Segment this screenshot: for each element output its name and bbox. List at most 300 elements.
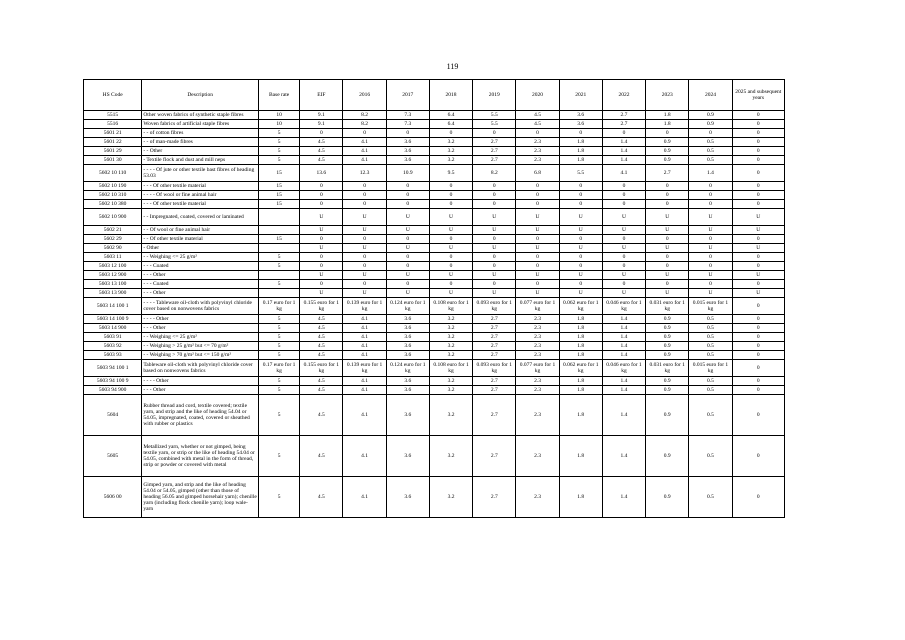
- rate-cell: 4.5: [516, 120, 559, 129]
- rate-cell: 0.5: [689, 436, 732, 477]
- rate-cell: 3.6: [386, 342, 429, 351]
- column-header: 2025 and subsequent years: [732, 80, 784, 111]
- rate-cell: U: [646, 226, 689, 235]
- hs-code-cell: 5602 10 380: [84, 200, 142, 209]
- rate-cell: 0: [559, 235, 602, 244]
- rate-cell: 0.5: [689, 147, 732, 156]
- rate-cell: 2.7: [602, 120, 645, 129]
- rate-cell: 0.155 euro for 1 kg: [300, 298, 343, 315]
- base-rate-cell: [258, 209, 299, 226]
- rate-cell: 0: [559, 129, 602, 138]
- rate-cell: 0: [429, 191, 472, 200]
- description-cell: - - - Of other textile material: [142, 200, 259, 209]
- rate-cell: 0.9: [646, 156, 689, 165]
- rate-cell: 0.015 euro for 1 kg: [689, 298, 732, 315]
- rate-cell: 2.3: [516, 138, 559, 147]
- description-cell: Gimped yarn, and strip and the like of heading 54.04 or 54.05, gimped (other than those of heading 56.05 and gimped horsehair yarn); chenille yarn (including flock chenille yarn); loop wale-yarn: [142, 477, 259, 518]
- rate-cell: U: [559, 209, 602, 226]
- rate-cell: 2.7: [473, 477, 516, 518]
- rate-cell: U: [300, 226, 343, 235]
- rate-cell: U: [559, 226, 602, 235]
- rate-cell: 0: [516, 129, 559, 138]
- rate-cell: 9.1: [300, 120, 343, 129]
- rate-cell: 0: [386, 235, 429, 244]
- rate-cell: 0.108 euro for 1 kg: [429, 298, 472, 315]
- rate-cell: 6.4: [429, 111, 472, 120]
- rate-cell: 1.8: [559, 377, 602, 386]
- hs-code-cell: 5603 12 900: [84, 271, 142, 280]
- rate-cell: 0: [602, 200, 645, 209]
- description-cell: - - - Coated: [142, 280, 259, 289]
- rate-cell: 1.8: [559, 386, 602, 395]
- rate-cell: 2.7: [473, 324, 516, 333]
- table-row: [84, 244, 785, 253]
- rate-cell: 0.077 euro for 1 kg: [516, 298, 559, 315]
- rate-cell: 0: [386, 280, 429, 289]
- rate-cell: 12.3: [343, 165, 386, 182]
- description-cell: - Other: [142, 244, 259, 253]
- rate-cell: 5.5: [473, 120, 516, 129]
- rate-cell: U: [602, 271, 645, 280]
- description-cell: - - - Other: [142, 289, 259, 298]
- rate-cell: U: [343, 289, 386, 298]
- rate-cell: 0.9: [646, 377, 689, 386]
- rate-cell: 2.3: [516, 386, 559, 395]
- rate-cell: 0: [732, 111, 784, 120]
- hs-code-cell: 5603 94 100 9: [84, 377, 142, 386]
- rate-cell: 0: [646, 200, 689, 209]
- rate-cell: 4.1: [343, 377, 386, 386]
- rate-cell: 0: [429, 280, 472, 289]
- rate-cell: U: [689, 209, 732, 226]
- rate-cell: 0: [473, 253, 516, 262]
- description-cell: Rubber thread and cord, textile covered; textile yarn, and strip and the like of heading 54.04 or 54.05, impregnated, coated, covered or sheathed with rubber or plastics: [142, 395, 259, 436]
- rate-cell: 4.1: [343, 333, 386, 342]
- description-cell: - - Other: [142, 147, 259, 156]
- base-rate-cell: 5: [258, 262, 299, 271]
- hs-code-cell: 5601 30: [84, 156, 142, 165]
- rate-cell: 3.2: [429, 333, 472, 342]
- rate-cell: 1.8: [559, 351, 602, 360]
- rate-cell: 4.1: [343, 138, 386, 147]
- rate-cell: 1.8: [559, 342, 602, 351]
- description-cell: - - - Other: [142, 386, 259, 395]
- column-header: 2018: [429, 80, 472, 111]
- rate-cell: 0: [689, 129, 732, 138]
- rate-cell: 0.093 euro for 1 kg: [473, 298, 516, 315]
- rate-cell: 0: [732, 200, 784, 209]
- rate-cell: 0: [300, 200, 343, 209]
- rate-cell: 0: [559, 262, 602, 271]
- rate-cell: 1.8: [646, 120, 689, 129]
- description-cell: Woven fabrics of artificial staple fibres: [142, 120, 259, 129]
- rate-cell: U: [473, 271, 516, 280]
- hs-code-cell: 5603 92: [84, 342, 142, 351]
- rate-cell: 2.3: [516, 377, 559, 386]
- base-rate-cell: [258, 226, 299, 235]
- rate-cell: 2.3: [516, 315, 559, 324]
- hs-code-cell: 5603 11: [84, 253, 142, 262]
- rate-cell: 0: [732, 120, 784, 129]
- column-header: 2023: [646, 80, 689, 111]
- rate-cell: 3.2: [429, 377, 472, 386]
- rate-cell: 8.2: [343, 111, 386, 120]
- base-rate-cell: 5: [258, 138, 299, 147]
- rate-cell: 0: [732, 235, 784, 244]
- rate-cell: 0: [429, 182, 472, 191]
- rate-cell: 6.8: [516, 165, 559, 182]
- rate-cell: 2.3: [516, 395, 559, 436]
- rate-cell: 1.4: [602, 351, 645, 360]
- hs-code-cell: 5603 13 900: [84, 289, 142, 298]
- rate-cell: 0.124 euro for 1 kg: [386, 298, 429, 315]
- rate-cell: 0.5: [689, 386, 732, 395]
- rate-cell: 1.8: [559, 156, 602, 165]
- description-cell: - - - - Of wool or fine animal hair: [142, 191, 259, 200]
- rate-cell: 1.4: [602, 324, 645, 333]
- rate-cell: 3.2: [429, 395, 472, 436]
- hs-code-cell: 5602 10 110: [84, 165, 142, 182]
- hs-code-cell: 5602 29: [84, 235, 142, 244]
- rate-cell: 1.8: [559, 477, 602, 518]
- base-rate-cell: 5: [258, 280, 299, 289]
- tariff-schedule-table: [83, 79, 785, 518]
- table-row: [84, 360, 785, 377]
- table-row: [84, 111, 785, 120]
- hs-code-cell: 5516: [84, 120, 142, 129]
- description-cell: Other woven fabrics of synthetic staple fibres: [142, 111, 259, 120]
- base-rate-cell: 5: [258, 324, 299, 333]
- rate-cell: 0: [300, 262, 343, 271]
- rate-cell: 0.9: [646, 477, 689, 518]
- rate-cell: 0: [473, 129, 516, 138]
- table-row: [84, 129, 785, 138]
- hs-code-cell: 5602 10 900: [84, 209, 142, 226]
- rate-cell: 1.4: [602, 477, 645, 518]
- rate-cell: 0.5: [689, 138, 732, 147]
- rate-cell: U: [386, 244, 429, 253]
- rate-cell: 0: [473, 200, 516, 209]
- rate-cell: U: [516, 271, 559, 280]
- rate-cell: 0.139 euro for 1 kg: [343, 298, 386, 315]
- description-cell: - - - - Other: [142, 377, 259, 386]
- rate-cell: 1.8: [559, 324, 602, 333]
- rate-cell: 0: [732, 156, 784, 165]
- rate-cell: U: [473, 209, 516, 226]
- rate-cell: U: [559, 271, 602, 280]
- base-rate-cell: [258, 271, 299, 280]
- table-row: [84, 351, 785, 360]
- rate-cell: 0: [732, 129, 784, 138]
- rate-cell: U: [732, 209, 784, 226]
- rate-cell: 4.5: [300, 386, 343, 395]
- rate-cell: 4.1: [343, 351, 386, 360]
- rate-cell: 0: [732, 351, 784, 360]
- rate-cell: 1.8: [559, 436, 602, 477]
- rate-cell: 0.9: [646, 147, 689, 156]
- table-row: [84, 253, 785, 262]
- rate-cell: 0: [343, 280, 386, 289]
- rate-cell: 0: [516, 253, 559, 262]
- rate-cell: 13.6: [300, 165, 343, 182]
- rate-cell: 2.3: [516, 477, 559, 518]
- rate-cell: 0: [516, 262, 559, 271]
- base-rate-cell: 5: [258, 315, 299, 324]
- table-row: [84, 395, 785, 436]
- rate-cell: U: [300, 271, 343, 280]
- rate-cell: 0: [559, 200, 602, 209]
- rate-cell: 2.3: [516, 147, 559, 156]
- rate-cell: 1.8: [559, 395, 602, 436]
- table-row: [84, 262, 785, 271]
- rate-cell: 0.046 euro for 1 kg: [602, 298, 645, 315]
- rate-cell: 0: [646, 182, 689, 191]
- hs-code-cell: 5604: [84, 395, 142, 436]
- rate-cell: 0.062 euro for 1 kg: [559, 360, 602, 377]
- rate-cell: 0: [602, 280, 645, 289]
- rate-cell: 2.7: [473, 147, 516, 156]
- rate-cell: 0: [300, 235, 343, 244]
- rate-cell: 0: [732, 315, 784, 324]
- rate-cell: 4.5: [300, 138, 343, 147]
- rate-cell: U: [516, 244, 559, 253]
- rate-cell: 3.6: [386, 147, 429, 156]
- rate-cell: U: [689, 271, 732, 280]
- rate-cell: 0: [300, 253, 343, 262]
- rate-cell: 0: [732, 395, 784, 436]
- column-header: HS Code: [84, 80, 142, 111]
- rate-cell: 2.7: [473, 333, 516, 342]
- rate-cell: U: [602, 289, 645, 298]
- rate-cell: 0: [343, 182, 386, 191]
- column-header: 2024: [689, 80, 732, 111]
- rate-cell: 9.1: [300, 111, 343, 120]
- rate-cell: U: [732, 289, 784, 298]
- rate-cell: 0: [732, 333, 784, 342]
- rate-cell: U: [689, 226, 732, 235]
- rate-cell: 3.2: [429, 315, 472, 324]
- rate-cell: 2.3: [516, 351, 559, 360]
- table-row: [84, 226, 785, 235]
- rate-cell: 0.5: [689, 351, 732, 360]
- rate-cell: U: [300, 244, 343, 253]
- rate-cell: 0: [516, 182, 559, 191]
- column-header: 2017: [386, 80, 429, 111]
- rate-cell: 0: [386, 182, 429, 191]
- rate-cell: 0: [602, 253, 645, 262]
- rate-cell: 0: [473, 191, 516, 200]
- rate-cell: 1.8: [559, 147, 602, 156]
- rate-cell: 1.4: [602, 436, 645, 477]
- column-header: 2019: [473, 80, 516, 111]
- description-cell: - - - Of other textile material: [142, 182, 259, 191]
- rate-cell: U: [343, 226, 386, 235]
- table-row: [84, 333, 785, 342]
- table-row: [84, 436, 785, 477]
- rate-cell: 2.7: [473, 342, 516, 351]
- base-rate-cell: 15: [258, 200, 299, 209]
- rate-cell: 1.4: [602, 138, 645, 147]
- rate-cell: 0: [559, 253, 602, 262]
- rate-cell: U: [602, 209, 645, 226]
- rate-cell: 0.9: [646, 395, 689, 436]
- rate-cell: 0: [473, 182, 516, 191]
- description-cell: Metallized yarn, whether or not gimped, being textile yarn, or strip or the like of heading 54.04 or 54.05, combined with metal in the form of thread, strip or powder or covered with metal: [142, 436, 259, 477]
- rate-cell: 4.1: [343, 342, 386, 351]
- hs-code-cell: 5603 14 100 1: [84, 298, 142, 315]
- table-row: [84, 298, 785, 315]
- rate-cell: 2.3: [516, 156, 559, 165]
- base-rate-cell: 10: [258, 120, 299, 129]
- rate-cell: 0: [516, 235, 559, 244]
- rate-cell: 0: [429, 253, 472, 262]
- base-rate-cell: 5: [258, 477, 299, 518]
- rate-cell: 4.5: [300, 333, 343, 342]
- base-rate-cell: 15: [258, 235, 299, 244]
- rate-cell: 4.1: [343, 477, 386, 518]
- table-row: [84, 280, 785, 289]
- column-header: EIF: [300, 80, 343, 111]
- rate-cell: 0: [516, 280, 559, 289]
- rate-cell: 4.5: [300, 324, 343, 333]
- rate-cell: 0: [300, 191, 343, 200]
- rate-cell: 0.5: [689, 324, 732, 333]
- rate-cell: 1.8: [646, 111, 689, 120]
- rate-cell: 0: [343, 129, 386, 138]
- rate-cell: U: [732, 244, 784, 253]
- base-rate-cell: [258, 244, 299, 253]
- column-header: 2016: [343, 80, 386, 111]
- rate-cell: 0: [646, 235, 689, 244]
- rate-cell: 0: [300, 182, 343, 191]
- rate-cell: 0: [689, 182, 732, 191]
- description-cell: - - - - Of jute or other textile bast fibres of heading 53.03: [142, 165, 259, 182]
- description-cell: - - Weighing <= 25 g/m²: [142, 333, 259, 342]
- rate-cell: 0: [386, 191, 429, 200]
- rate-cell: 2.7: [473, 315, 516, 324]
- rate-cell: U: [343, 271, 386, 280]
- hs-code-cell: 5601 22: [84, 138, 142, 147]
- rate-cell: 1.4: [689, 165, 732, 182]
- rate-cell: U: [343, 244, 386, 253]
- rate-cell: 0: [732, 360, 784, 377]
- rate-cell: 2.3: [516, 333, 559, 342]
- rate-cell: 4.1: [343, 147, 386, 156]
- rate-cell: 0: [429, 235, 472, 244]
- table-row: [84, 386, 785, 395]
- rate-cell: 0: [732, 324, 784, 333]
- rate-cell: 8.2: [473, 165, 516, 182]
- rate-cell: 0: [689, 200, 732, 209]
- rate-cell: 1.4: [602, 386, 645, 395]
- rate-cell: 3.2: [429, 436, 472, 477]
- description-cell: Tableware oil-cloth with polyvinyl chloride cover based on nonwovens fabrics: [142, 360, 259, 377]
- table-row: [84, 147, 785, 156]
- rate-cell: U: [646, 289, 689, 298]
- column-header: Base rate: [258, 80, 299, 111]
- rate-cell: 2.7: [473, 377, 516, 386]
- rate-cell: U: [689, 289, 732, 298]
- base-rate-cell: 10: [258, 111, 299, 120]
- rate-cell: 1.4: [602, 315, 645, 324]
- base-rate-cell: 5: [258, 333, 299, 342]
- rate-cell: U: [300, 209, 343, 226]
- rate-cell: 0: [732, 477, 784, 518]
- rate-cell: 0: [732, 280, 784, 289]
- rate-cell: 0: [689, 280, 732, 289]
- rate-cell: 2.7: [473, 156, 516, 165]
- column-header: Description: [142, 80, 259, 111]
- rate-cell: U: [343, 209, 386, 226]
- rate-cell: 0.155 euro for 1 kg: [300, 360, 343, 377]
- rate-cell: 0.139 euro for 1 kg: [343, 360, 386, 377]
- hs-code-cell: 5601 29: [84, 147, 142, 156]
- rate-cell: 1.4: [602, 342, 645, 351]
- rate-cell: 1.4: [602, 395, 645, 436]
- rate-cell: 0.9: [646, 386, 689, 395]
- rate-cell: 0: [386, 253, 429, 262]
- rate-cell: 0: [343, 200, 386, 209]
- rate-cell: 3.6: [559, 111, 602, 120]
- rate-cell: U: [473, 244, 516, 253]
- rate-cell: 0: [473, 280, 516, 289]
- rate-cell: 0: [429, 129, 472, 138]
- table-row: [84, 271, 785, 280]
- rate-cell: 0.5: [689, 333, 732, 342]
- rate-cell: 3.6: [386, 436, 429, 477]
- rate-cell: 3.6: [386, 377, 429, 386]
- base-rate-cell: 5: [258, 156, 299, 165]
- rate-cell: 2.7: [646, 165, 689, 182]
- rate-cell: U: [732, 226, 784, 235]
- rate-cell: 0: [559, 182, 602, 191]
- rate-cell: 0.5: [689, 156, 732, 165]
- rate-cell: 3.6: [386, 333, 429, 342]
- rate-cell: 3.6: [386, 477, 429, 518]
- rate-cell: 4.5: [300, 351, 343, 360]
- rate-cell: 0: [300, 280, 343, 289]
- rate-cell: 3.2: [429, 147, 472, 156]
- rate-cell: 0: [732, 436, 784, 477]
- rate-cell: 0: [343, 253, 386, 262]
- rate-cell: 0.093 euro for 1 kg: [473, 360, 516, 377]
- rate-cell: 2.7: [473, 138, 516, 147]
- hs-code-cell: 5602 90: [84, 244, 142, 253]
- rate-cell: U: [300, 289, 343, 298]
- rate-cell: 3.6: [386, 324, 429, 333]
- rate-cell: 1.4: [602, 377, 645, 386]
- base-rate-cell: 5: [258, 395, 299, 436]
- rate-cell: 3.6: [386, 395, 429, 436]
- rate-cell: 0.9: [646, 436, 689, 477]
- rate-cell: 3.2: [429, 156, 472, 165]
- rate-cell: 0.108 euro for 1 kg: [429, 360, 472, 377]
- rate-cell: 0: [732, 298, 784, 315]
- rate-cell: 3.2: [429, 351, 472, 360]
- description-cell: - - Of wool or fine animal hair: [142, 226, 259, 235]
- rate-cell: 4.1: [343, 156, 386, 165]
- hs-code-cell: 5606 00: [84, 477, 142, 518]
- rate-cell: 0: [300, 129, 343, 138]
- rate-cell: 0.9: [646, 333, 689, 342]
- rate-cell: 3.6: [386, 386, 429, 395]
- rate-cell: 0: [386, 129, 429, 138]
- rate-cell: U: [559, 244, 602, 253]
- table-row: [84, 182, 785, 191]
- rate-cell: 0.9: [646, 138, 689, 147]
- rate-cell: 0: [732, 386, 784, 395]
- table-row: [84, 120, 785, 129]
